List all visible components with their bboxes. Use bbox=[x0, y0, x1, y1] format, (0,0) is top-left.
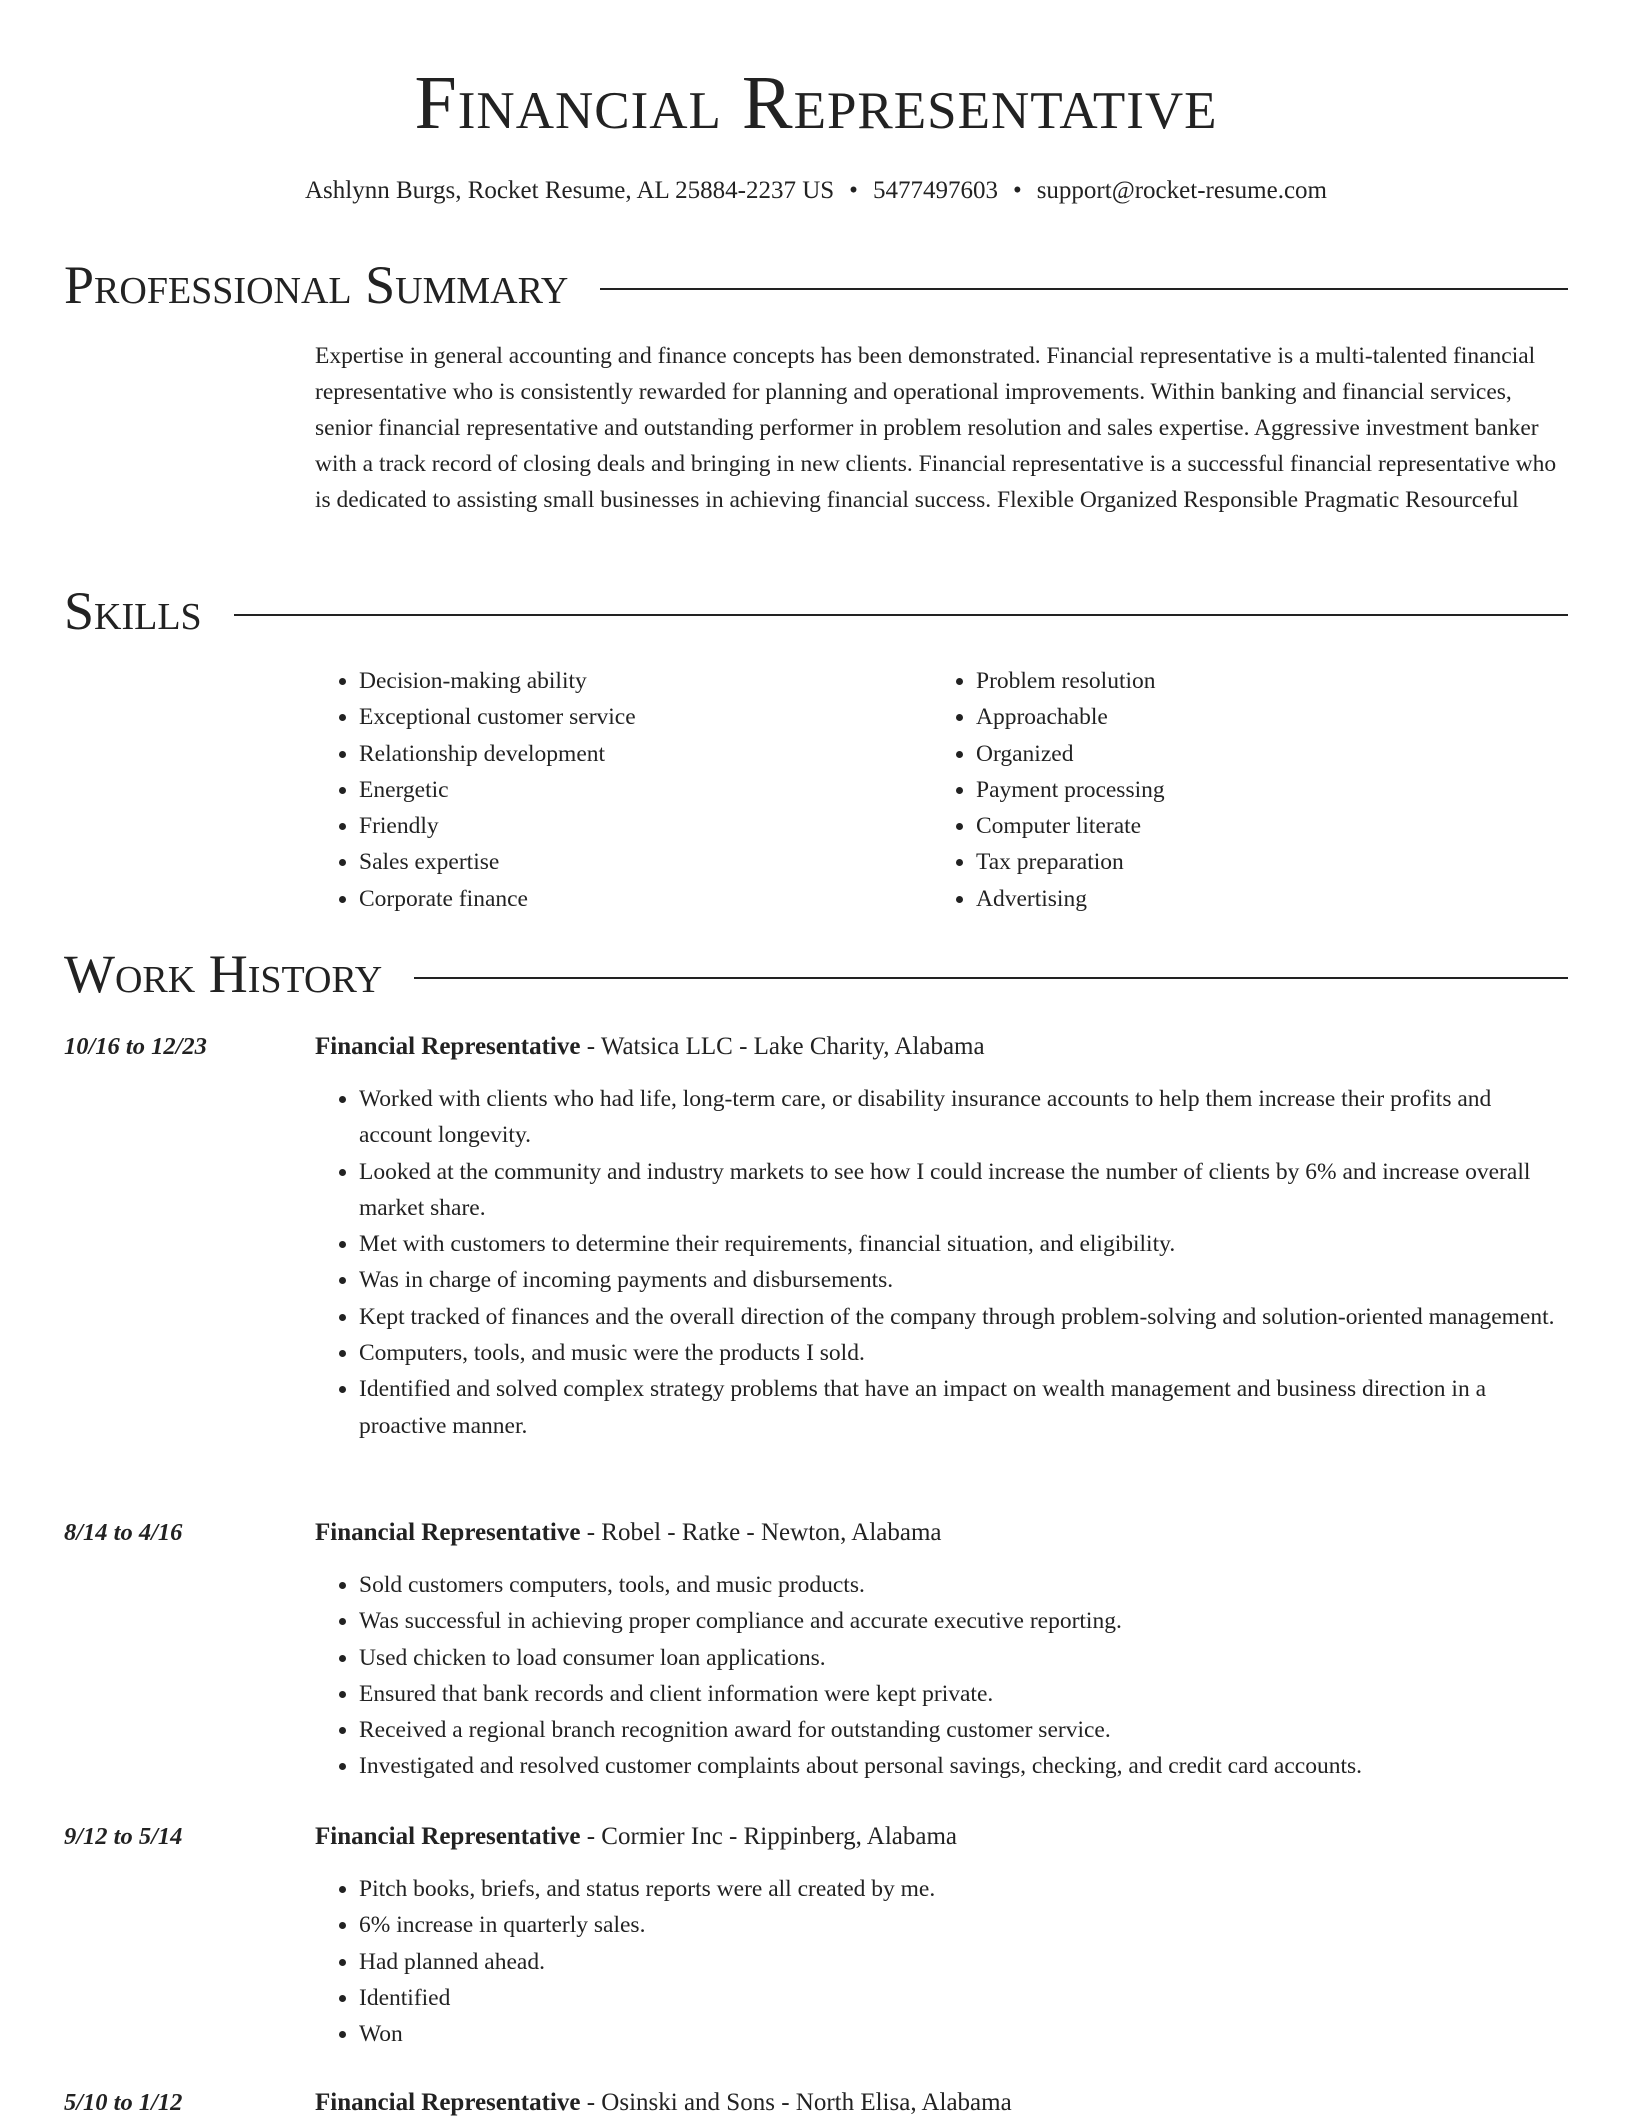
job-bullet-list bbox=[315, 1567, 1568, 1785]
job-title: Financial Representative bbox=[315, 1519, 581, 1546]
job-bullet: • Identified bbox=[359, 1980, 1568, 2016]
skill-item: • Problem resolution bbox=[976, 663, 1576, 699]
contact-line bbox=[0, 173, 1632, 209]
job-bullet: • Ensured that bank records and client information were kept private. bbox=[359, 1676, 1568, 1712]
job-bullet: • Identified and solved complex strategy problems that have an impact on wealth management and business direction in a proactive manner. bbox=[359, 1371, 1568, 1444]
skill-item: • Computer literate bbox=[976, 808, 1576, 844]
skills-list-left bbox=[315, 663, 919, 917]
contact-phone: 5477497603 bbox=[872, 177, 998, 204]
job-company-location: - Cormier Inc - Rippinberg, Alabama bbox=[580, 1823, 958, 1850]
job-bullet: • 6% increase in quarterly sales. bbox=[359, 1907, 1568, 1943]
job-bullet: • Used chicken to load consumer loan applications. bbox=[359, 1640, 1568, 1676]
job-bullet: • Kept tracked of finances and the overall direction of the company through problem-solving and solution-oriented management. bbox=[359, 1299, 1568, 1335]
skills-heading-text: Skills bbox=[64, 581, 202, 641]
work-history-heading bbox=[64, 942, 1568, 1006]
skill-item: • Payment processing bbox=[976, 772, 1576, 808]
skill-item: • Sales expertise bbox=[359, 844, 919, 880]
job-bullet: • Investigated and resolved customer complaints about personal savings, checking, and credit card accounts. bbox=[359, 1748, 1568, 1784]
job-bullet-list bbox=[315, 1871, 1568, 2052]
job-bullet: • Pitch books, briefs, and status reports were all created by me. bbox=[359, 1871, 1568, 1907]
job-company-location: - Watsica LLC - Lake Charity, Alabama bbox=[580, 1033, 985, 1060]
job-title: Financial Representative bbox=[315, 2089, 581, 2116]
job-bullet: • Looked at the community and industry markets to see how I could increase the number of clients by 6% and increase overall market share. bbox=[359, 1154, 1568, 1227]
skill-item: • Tax preparation bbox=[976, 844, 1576, 880]
job-bullet: • Won bbox=[359, 2016, 1568, 2052]
job-header bbox=[315, 2085, 1568, 2121]
skill-item: • Exceptional customer service bbox=[359, 699, 919, 735]
contact-separator: • bbox=[849, 177, 858, 204]
contact-email: support@rocket-resume.com bbox=[1036, 177, 1327, 204]
job-title: Financial Representative bbox=[315, 1033, 581, 1060]
summary-heading bbox=[64, 253, 1568, 317]
section-divider bbox=[234, 614, 1568, 616]
skill-item: • Approachable bbox=[976, 699, 1576, 735]
skills-list-right bbox=[932, 663, 1576, 917]
resume-title: Financial Representative bbox=[414, 61, 1218, 145]
job-bullet-list bbox=[315, 1081, 1568, 1444]
job-dates: 5/10 to 1/12 bbox=[64, 2089, 183, 2116]
job-bullet: • Sold customers computers, tools, and music products. bbox=[359, 1567, 1568, 1603]
skill-item: • Relationship development bbox=[359, 736, 919, 772]
contact-separator: • bbox=[1012, 177, 1022, 204]
job-bullet: • Received a regional branch recognition award for outstanding customer service. bbox=[359, 1712, 1568, 1748]
job-header bbox=[315, 1029, 1568, 1065]
skill-item: • Decision-making ability bbox=[359, 663, 919, 699]
job-dates: 8/14 to 4/16 bbox=[64, 1519, 183, 1546]
job-header bbox=[315, 1819, 1568, 1855]
section-divider bbox=[414, 977, 1568, 979]
job-bullet: • Was in charge of incoming payments and disbursements. bbox=[359, 1262, 1568, 1298]
job-bullet: • Was successful in achieving proper compliance and accurate executive reporting. bbox=[359, 1603, 1568, 1639]
job-title: Financial Representative bbox=[315, 1823, 581, 1850]
skills-heading bbox=[64, 579, 1568, 643]
job-bullet: • Had planned ahead. bbox=[359, 1944, 1568, 1980]
job-company-location: - Osinski and Sons - North Elisa, Alabama bbox=[580, 2089, 1012, 2116]
section-divider bbox=[600, 288, 1568, 290]
skill-item: • Advertising bbox=[976, 881, 1576, 917]
skill-item: • Energetic bbox=[359, 772, 919, 808]
job-bullet: • Computers, tools, and music were the products I sold. bbox=[359, 1335, 1568, 1371]
job-bullet: • Worked with clients who had life, long-term care, or disability insurance accounts to help them increase their profits and account longevity. bbox=[359, 1081, 1568, 1154]
skill-item: • Corporate finance bbox=[359, 881, 919, 917]
contact-address: Ashlynn Burgs, Rocket Resume, AL 25884-2237 US bbox=[305, 177, 835, 204]
job-header bbox=[315, 1515, 1568, 1551]
job-bullet: • Met with customers to determine their requirements, financial situation, and eligibility. bbox=[359, 1226, 1568, 1262]
summary-heading-text: Professional Summary bbox=[64, 255, 569, 315]
job-dates: 9/12 to 5/14 bbox=[64, 1823, 183, 1850]
job-dates: 10/16 to 12/23 bbox=[64, 1033, 207, 1060]
skill-item: • Organized bbox=[976, 736, 1576, 772]
summary-text: Expertise in general accounting and finance concepts has been demonstrated. Financial representative is a multi-talented financial representative who is consistently rewarded for planning and operational improvements. Within banking and financial services, senior financial representative and outstanding performer in problem resolution and sales expertise. Aggressive investment banker with a track record of closing deals and bringing in new clients. Financial representative is a successful financial representative who is dedicated to assisting small businesses in achieving financial success. Flexible Organized Responsible Pragmatic Resourceful bbox=[315, 343, 1557, 513]
skill-item: • Friendly bbox=[359, 808, 919, 844]
job-company-location: - Robel - Ratke - Newton, Alabama bbox=[580, 1519, 942, 1546]
work-history-heading-text: Work History bbox=[64, 944, 383, 1004]
